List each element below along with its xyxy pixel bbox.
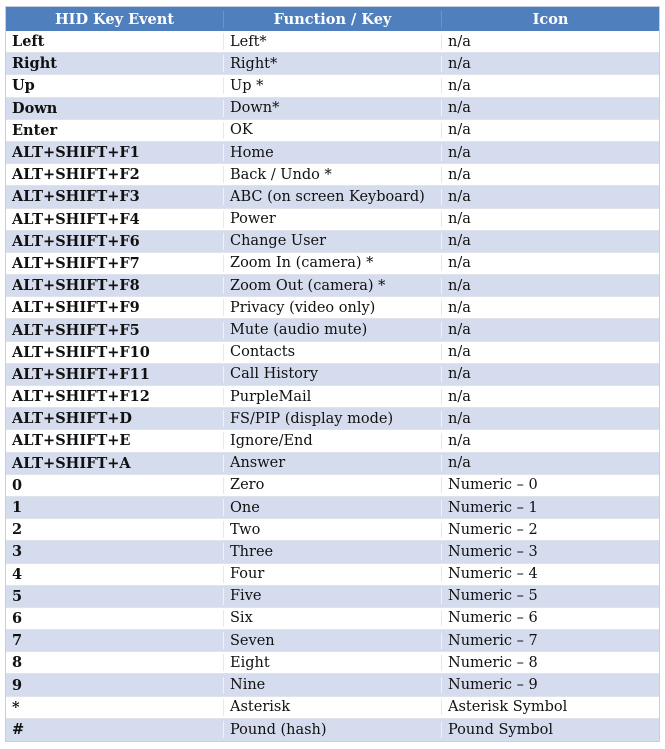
cell-function-key: Asterisk [224,699,442,715]
cell-hid-key-event: 9 [6,677,224,694]
cell-hid-key-event: ALT+SHIFT+F9 [6,299,224,316]
cell-hid-key-event: 6 [6,610,224,627]
table-row [6,364,659,386]
cell-icon: Numeric – 8 [448,654,538,671]
cell-function-key: Back / Undo * [224,167,442,183]
cell-icon: Numeric – 7 [448,632,538,649]
cell-hid-key-event: ALT+SHIFT+F1 [6,144,224,161]
table-row [6,75,659,97]
header-function-key: Function / Key [224,11,442,28]
cell-icon: n/a [448,188,471,205]
cell-hid-key-event: ALT+SHIFT+F5 [6,322,224,339]
cell-hid-key-event: ALT+SHIFT+E [6,432,224,449]
cell-hid-key-event: 7 [6,632,224,649]
cell-icon: n/a [448,122,471,139]
table-row [6,652,659,674]
table-row [6,586,659,608]
cell-function-key: Power [224,211,442,227]
cell-function-key: Nine [224,677,442,693]
cell-hid-key-event: Left [6,33,224,50]
cell-hid-key-event: ALT+SHIFT+F8 [6,277,224,294]
cell-function-key: Change User [224,233,442,249]
table-row [6,497,659,519]
table-body [6,31,659,741]
table-row [6,453,659,475]
cell-icon: n/a [448,388,471,405]
table-header-row [6,7,659,31]
cell-icon: n/a [448,77,471,94]
cell-hid-key-event: 0 [6,477,224,494]
cell-function-key: Zero [224,477,442,493]
table-row [6,719,659,741]
cell-icon: n/a [448,366,471,383]
cell-hid-key-event: 8 [6,654,224,671]
cell-function-key: FS/PIP (display mode) [224,411,442,427]
cell-hid-key-event: * [6,699,224,716]
table-row [6,98,659,120]
cell-icon: Numeric – 0 [448,477,538,494]
cell-hid-key-event: ALT+SHIFT+F12 [6,388,224,405]
cell-hid-key-event: ALT+SHIFT+F7 [6,255,224,272]
cell-function-key: Zoom In (camera) * [224,255,442,271]
cell-function-key: Left* [224,34,442,50]
cell-hid-key-event: Enter [6,122,224,139]
cell-hid-key-event: # [6,721,224,738]
cell-function-key: Mute (audio mute) [224,322,442,338]
table-row [6,231,659,253]
cell-function-key: Call History [224,366,442,382]
cell-function-key: Eight [224,655,442,671]
cell-hid-key-event: 4 [6,566,224,583]
cell-hid-key-event: ALT+SHIFT+A [6,455,224,472]
cell-hid-key-event: Right [6,55,224,72]
cell-hid-key-event: 2 [6,521,224,538]
cell-icon: n/a [448,166,471,183]
cell-hid-key-event: ALT+SHIFT+F4 [6,211,224,228]
cell-function-key: Five [224,588,442,604]
cell-function-key: Four [224,566,442,582]
table-row [6,674,659,696]
cell-hid-key-event: ALT+SHIFT+F2 [6,166,224,183]
cell-hid-key-event: ALT+SHIFT+F11 [6,366,224,383]
cell-hid-key-event: ALT+SHIFT+D [6,410,224,427]
cell-icon: Numeric – 3 [448,543,538,560]
cell-icon: n/a [448,344,471,361]
cell-function-key: Right* [224,56,442,72]
table-row [6,120,659,142]
table-row [6,142,659,164]
cell-icon: n/a [448,410,471,427]
cell-function-key: OK [224,122,442,138]
cell-hid-key-event: ALT+SHIFT+F10 [6,344,224,361]
cell-icon: Asterisk Symbol [448,699,568,716]
cell-function-key: Down* [224,100,442,116]
cell-icon: n/a [448,299,471,316]
cell-icon: n/a [448,100,471,117]
table-row [6,53,659,75]
cell-hid-key-event: Up [6,77,224,94]
cell-icon: n/a [448,211,471,228]
table-row [6,564,659,586]
cell-icon: n/a [448,277,471,294]
cell-icon: n/a [448,255,471,272]
cell-icon: n/a [448,144,471,161]
cell-icon: Numeric – 4 [448,566,538,583]
cell-function-key: Zoom Out (camera) * [224,278,442,294]
table-row [6,164,659,186]
cell-function-key: Privacy (video only) [224,300,442,316]
table-row [6,209,659,231]
cell-hid-key-event: ALT+SHIFT+F6 [6,233,224,250]
table-row [6,275,659,297]
cell-function-key: Six [224,610,442,626]
cell-function-key: One [224,500,442,516]
table-row [6,342,659,364]
cell-icon: n/a [448,432,471,449]
table-row [6,541,659,563]
cell-icon: Numeric – 1 [448,499,538,516]
cell-function-key: Up * [224,78,442,94]
header-icon: Icon [532,10,569,28]
table-row [6,408,659,430]
table-row [6,430,659,452]
table-row [6,319,659,341]
cell-hid-key-event: 1 [6,499,224,516]
cell-function-key: Three [224,544,442,560]
cell-function-key: Pound (hash) [224,722,442,738]
cell-icon: Numeric – 5 [448,588,538,605]
cell-hid-key-event: 3 [6,543,224,560]
cell-icon: n/a [448,322,471,339]
cell-icon: n/a [448,33,471,50]
cell-function-key: Two [224,522,442,538]
cell-function-key: PurpleMail [224,389,442,405]
cell-icon: Pound Symbol [448,721,553,738]
cell-function-key: ABC (on screen Keyboard) [224,189,442,205]
cell-function-key: Ignore/End [224,433,442,449]
table-row [6,608,659,630]
table-row [6,519,659,541]
cell-icon: n/a [448,233,471,250]
table-row [6,31,659,53]
table-row [6,253,659,275]
hid-key-table [5,6,660,742]
cell-hid-key-event: ALT+SHIFT+F3 [6,188,224,205]
cell-function-key: Home [224,145,442,161]
table-row [6,697,659,719]
table-row [6,297,659,319]
cell-icon: n/a [448,455,471,472]
cell-icon: n/a [448,55,471,72]
table-row [6,475,659,497]
cell-function-key: Answer [224,455,442,471]
cell-icon: Numeric – 6 [448,610,538,627]
cell-hid-key-event: 5 [6,588,224,605]
cell-function-key: Contacts [224,344,442,360]
cell-function-key: Seven [224,633,442,649]
header-hid-key-event: HID Key Event [6,11,224,28]
cell-icon: Numeric – 9 [448,677,538,694]
table-row [6,186,659,208]
table-row [6,386,659,408]
cell-hid-key-event: Down [6,100,224,117]
cell-icon: Numeric – 2 [448,521,538,538]
table-row [6,630,659,652]
